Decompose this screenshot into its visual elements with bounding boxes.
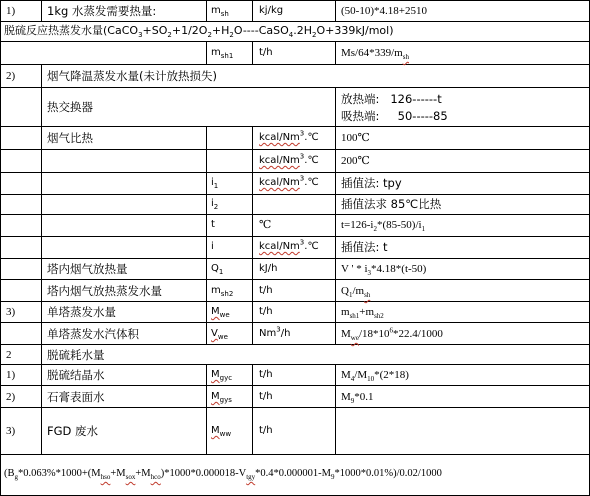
unit: kcal/Nm$^3$.℃: [259, 129, 319, 143]
value: $M_{we}/18*10^6*22.4/1000$: [341, 326, 443, 343]
row-divider: [0, 64, 590, 65]
column-divider: [252, 126, 253, 344]
unit: kJ/h: [259, 263, 278, 274]
row-divider: [0, 172, 590, 173]
value: 插值法: t: [341, 240, 388, 254]
column-divider: [206, 41, 207, 64]
item-label: 烟气比热: [47, 131, 93, 145]
unit: t/h: [259, 306, 273, 317]
value: $m_{sh1}+m_{sh2}$: [341, 306, 384, 321]
unit: t/h: [259, 369, 273, 380]
item-label: 塔内烟气放热蒸发水量: [47, 284, 162, 298]
unit: Nm$^3$/h: [259, 325, 291, 339]
symbol: $M_{gyc}$: [211, 369, 233, 382]
wastewater-formula: $(B_g*0.063\%*1000+(M_{hso}+M_{sox}+M_{hco})*1000*0.000018-V_{tgy}*0.4*0.000001-M_9*1000*0.01\%)/0.02/1000$: [4, 468, 442, 482]
column-divider: [252, 0, 253, 21]
column-divider: [252, 41, 253, 64]
symbol: $M_{gys}$: [211, 391, 232, 404]
value: $Ms/64*339/m_{sh}$: [341, 47, 409, 62]
item-label: 石膏表面水: [47, 390, 105, 404]
value: $t=126-i_2*(85-50)/i_1$: [341, 219, 426, 234]
row-divider: [0, 301, 590, 302]
item-label: 1kg 水蒸发需要热量:: [47, 4, 157, 18]
item-label: 脱硫耗水量: [47, 348, 105, 362]
value: 200℃: [341, 155, 370, 167]
row-divider: [0, 21, 590, 22]
symbol: $Q_1$: [211, 263, 224, 276]
row-divider: [0, 236, 590, 237]
value: $M_9*0.1$: [341, 391, 374, 406]
symbol: $m_{sh}$: [211, 5, 229, 18]
item-label: 单塔蒸发水量: [47, 305, 116, 319]
symbol: $M_{ww}$: [211, 425, 232, 438]
unit: kcal/Nm$^3$.℃: [259, 152, 319, 166]
column-divider: [335, 41, 336, 64]
row-number: 2: [6, 349, 12, 361]
row-number: 1): [6, 5, 16, 17]
symbol: i: [211, 241, 214, 252]
item-label: 热交换器: [47, 100, 93, 114]
item-label: 烟气降温蒸发水量(未计放热损失): [47, 69, 217, 83]
value: $Q_1/m_{sh}$: [341, 285, 371, 300]
symbol: $m_{sh2}$: [211, 285, 234, 298]
symbol: $i_1$: [211, 177, 219, 190]
row-divider: [0, 214, 590, 215]
item-label: 脱硫结晶水: [47, 368, 105, 382]
row-divider: [0, 41, 590, 42]
row-number: 1): [6, 369, 16, 381]
item-label: 单塔蒸发水汽体积: [47, 327, 139, 341]
symbol: $m_{sh1}$: [211, 47, 234, 60]
value: (50-10)*4.18+2510: [341, 5, 427, 17]
item-label: FGD 废水: [47, 424, 99, 438]
symbol: $i_2$: [211, 198, 219, 211]
row-number: 2): [6, 391, 16, 403]
table-border-left: [0, 0, 1, 496]
row-divider: [0, 87, 590, 88]
unit: t/h: [259, 425, 273, 436]
row-divider: [0, 454, 590, 455]
row-divider: [0, 322, 590, 323]
unit: t/h: [259, 391, 273, 402]
column-divider: [206, 0, 207, 21]
row-divider: [0, 126, 590, 127]
value: 放热端: 126------t: [341, 92, 442, 106]
row-number: 3): [6, 306, 16, 318]
unit: kcal/Nm$^3$.℃: [259, 238, 319, 252]
value: 插值法: tpy: [341, 176, 402, 190]
column-divider: [41, 64, 42, 454]
column-divider: [335, 0, 336, 21]
unit: kj/kg: [259, 5, 284, 16]
value: 吸热端: 50-----85: [341, 109, 448, 123]
row-divider: [0, 407, 590, 408]
row-number: 3): [6, 425, 16, 437]
column-divider: [206, 126, 207, 344]
row-divider: [0, 194, 590, 195]
column-divider: [41, 0, 42, 21]
symbol: $V_{we}$: [211, 328, 228, 341]
value: $M_4/M_{10}*(2*18)$: [341, 369, 409, 384]
row-divider: [0, 149, 590, 150]
column-divider: [252, 364, 253, 454]
value: 100℃: [341, 132, 370, 144]
column-divider: [206, 364, 207, 454]
row-divider: [0, 364, 590, 365]
unit: t/h: [259, 47, 273, 58]
row-divider: [0, 344, 590, 345]
table-border-top: [0, 0, 590, 1]
unit: kcal/Nm$^3$.℃: [259, 174, 319, 188]
symbol: $M_{we}$: [211, 306, 230, 319]
row-divider: [0, 279, 590, 280]
row-divider: [0, 258, 590, 259]
unit: t/h: [259, 285, 273, 296]
symbol: t: [211, 219, 215, 230]
value: V ' * $i_3*4.18*(t-50)$: [341, 263, 427, 278]
value: 插值法求 85℃比热: [341, 197, 442, 211]
unit: ℃: [259, 219, 272, 231]
item-label: 塔内烟气放热量: [47, 262, 128, 276]
reaction-heading: 脱硫反应热蒸发水量$(CaCO_3+SO_2+1/2O_2+H_2O----CaSO_4.2H_2O+339kJ/mol)$: [4, 24, 394, 40]
column-divider: [335, 364, 336, 454]
column-divider: [335, 87, 336, 344]
row-number: 2): [6, 70, 16, 82]
row-divider: [0, 385, 590, 386]
